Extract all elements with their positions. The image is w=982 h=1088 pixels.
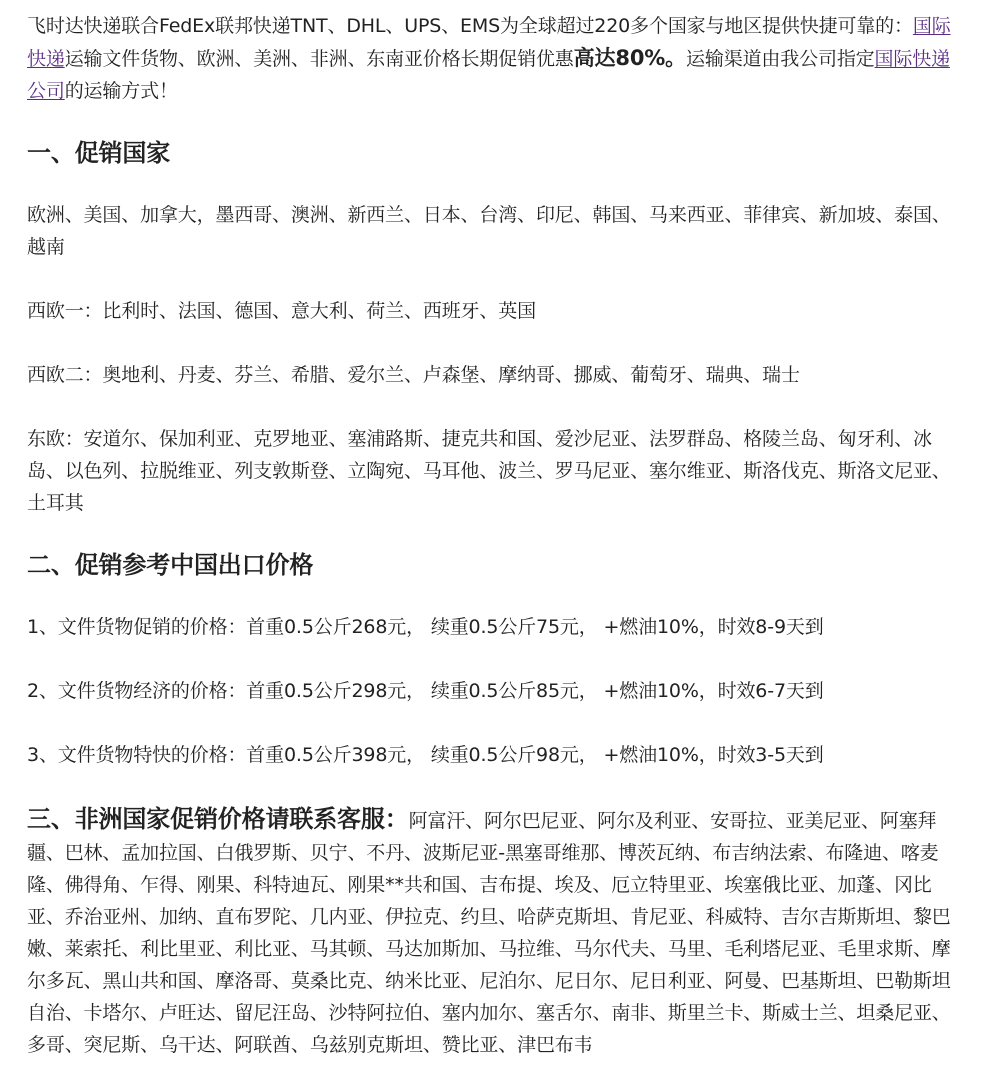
- international-express-company-link[interactable]: 国际快递公司: [27, 48, 950, 102]
- intro-paragraph: [27, 10, 966, 107]
- international-express-link[interactable]: 国际快递: [27, 15, 951, 70]
- africa-countries-list: 阿富汗、阿尔巴尼亚、阿尔及利亚、安哥拉、亚美尼亚、阿塞拜疆、巴林、孟加拉国、白俄罗斯、贝宁、不丹、波斯尼亚-黑塞哥维那、博茨瓦纳、布吉纳法索、布隆迪、喀麦隆、佛得角、乍得、刚果、科特迪瓦、刚果**共和国、吉布提、埃及、厄立特里亚、埃塞俄比亚、加蓬、冈比亚、乔治亚州、加纳、直布罗陀、几内亚、伊拉克、约旦、哈萨克斯坦、肯尼亚、科威特、吉尔吉斯斯坦、黎巴嫩、莱索托、利比里亚、利比亚、马其顿、马达加斯加、马拉维、马尔代夫、马里、毛利塔尼亚、毛里求斯、摩尔多瓦、黑山共和国、摩洛哥、莫桑比克、纳米比亚、尼泊尔、尼日尔、尼日利亚、阿曼、巴基斯坦、巴勒斯坦自治、卡塔尔、卢旺达、留尼汪岛、沙特阿拉伯、塞内加尔、塞舌尔、南非、斯里兰卡、斯威士兰、坦桑尼亚、多哥、突尼斯、乌干达、阿联酋、乌兹别克斯坦、赞比亚、津巴布韦: [27, 810, 951, 1056]
- price-line-3: 3、文件货物特快的价格：首重0.5公斤398元， 续重0.5公斤98元， +燃油10%，时效3-5天到: [27, 744, 824, 766]
- section2-heading: 二、促销参考中国出口价格: [27, 551, 314, 579]
- east-europe-list: 东欧：安道尔、保加利亚、克罗地亚、塞浦路斯、捷克共和国、爱沙尼亚、法罗群岛、格陵兰岛、匈牙利、冰岛、以色列、拉脱维亚、列支敦斯登、立陶宛、马耳他、波兰、罗马尼亚、塞尔维亚、斯洛伐克、斯洛文尼亚、土耳其: [27, 428, 951, 514]
- section1-heading: 一、促销国家: [27, 139, 171, 167]
- price-line-2: 2、文件货物经济的价格：首重0.5公斤298元， 续重0.5公斤85元， +燃油10%，时效6-7天到: [27, 680, 824, 702]
- discount-highlight: 高达80%。: [573, 46, 687, 70]
- intro-text-2: 运输文件货物、欧洲、美洲、非洲、东南亚价格长期促销优惠: [64, 48, 574, 70]
- section3-heading: 三、非洲国家促销价格请联系客服：: [27, 805, 409, 833]
- intro-text-4: 的运输方式！: [64, 80, 178, 102]
- west-europe-1-list: 西欧一：比利时、法国、德国、意大利、荷兰、西班牙、英国: [27, 300, 536, 322]
- price-line-1: 1、文件货物促销的价格：首重0.5公斤268元， 续重0.5公斤75元， +燃油10%，时效8-9天到: [27, 616, 824, 638]
- west-europe-2-list: 西欧二：奥地利、丹麦、芬兰、希腊、爱尔兰、卢森堡、摩纳哥、挪威、葡萄牙、瑞典、瑞士: [27, 364, 800, 386]
- section3-paragraph: [27, 803, 966, 1061]
- intro-text-3: 运输渠道由我公司指定: [686, 48, 875, 70]
- intro-text-1: 飞时达快递联合FedEx联邦快递TNT、DHL、UPS、EMS为全球超过220多个国家与地区提供快捷可靠的：: [27, 15, 913, 37]
- promo-countries-list: 欧洲、美国、加拿大，墨西哥、澳洲、新西兰、日本、台湾、印尼、韩国、马来西亚、菲律宾、新加坡、泰国、越南: [27, 204, 951, 258]
